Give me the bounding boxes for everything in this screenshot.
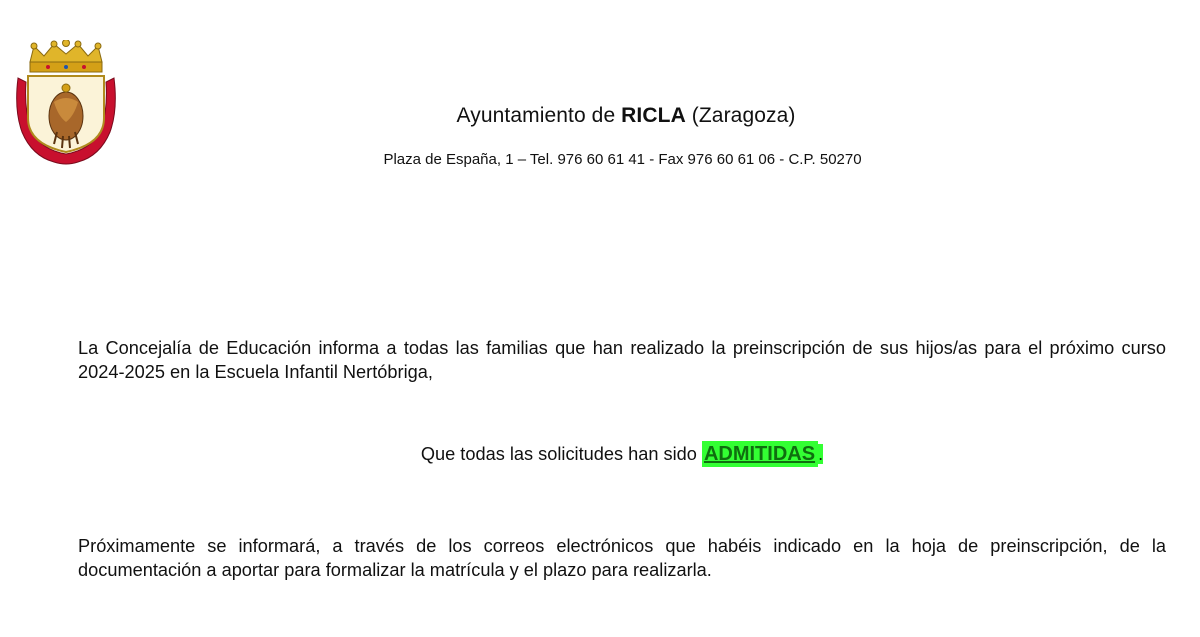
crown — [30, 40, 102, 72]
admitidas-highlight: ADMITIDAS — [702, 441, 818, 467]
announcement-paragraph: La Concejalía de Educación informa a todas las familias que han realizado la preinscripción de sus hijos/as para el próximo curso 2024-2025 en la Escuela Infantil Nertóbriga, — [78, 338, 1166, 382]
title-prefix: Ayuntamiento de — [456, 104, 622, 127]
statement-prefix: Que todas las solicitudes han sido — [420, 444, 702, 464]
title-town: RICLA — [621, 104, 686, 127]
page-title — [0, 104, 1200, 128]
admission-statement — [0, 443, 1200, 466]
statement-suffix: . — [818, 444, 824, 464]
address-line: Plaza de España, 1 – Tel. 976 60 61 41 - Fax 976 60 61 06 - C.P. 50270 — [383, 151, 862, 168]
followup-paragraph: Próximamente se informará, a través de los correos electrónicos que habéis indicado en la hoja de preinscripción, de la documentación a aportar para formalizar la matrícula y el plazo para realizarla. — [78, 536, 1166, 580]
coat-of-arms-icon — [10, 40, 122, 166]
title-suffix: (Zaragoza) — [685, 104, 796, 127]
